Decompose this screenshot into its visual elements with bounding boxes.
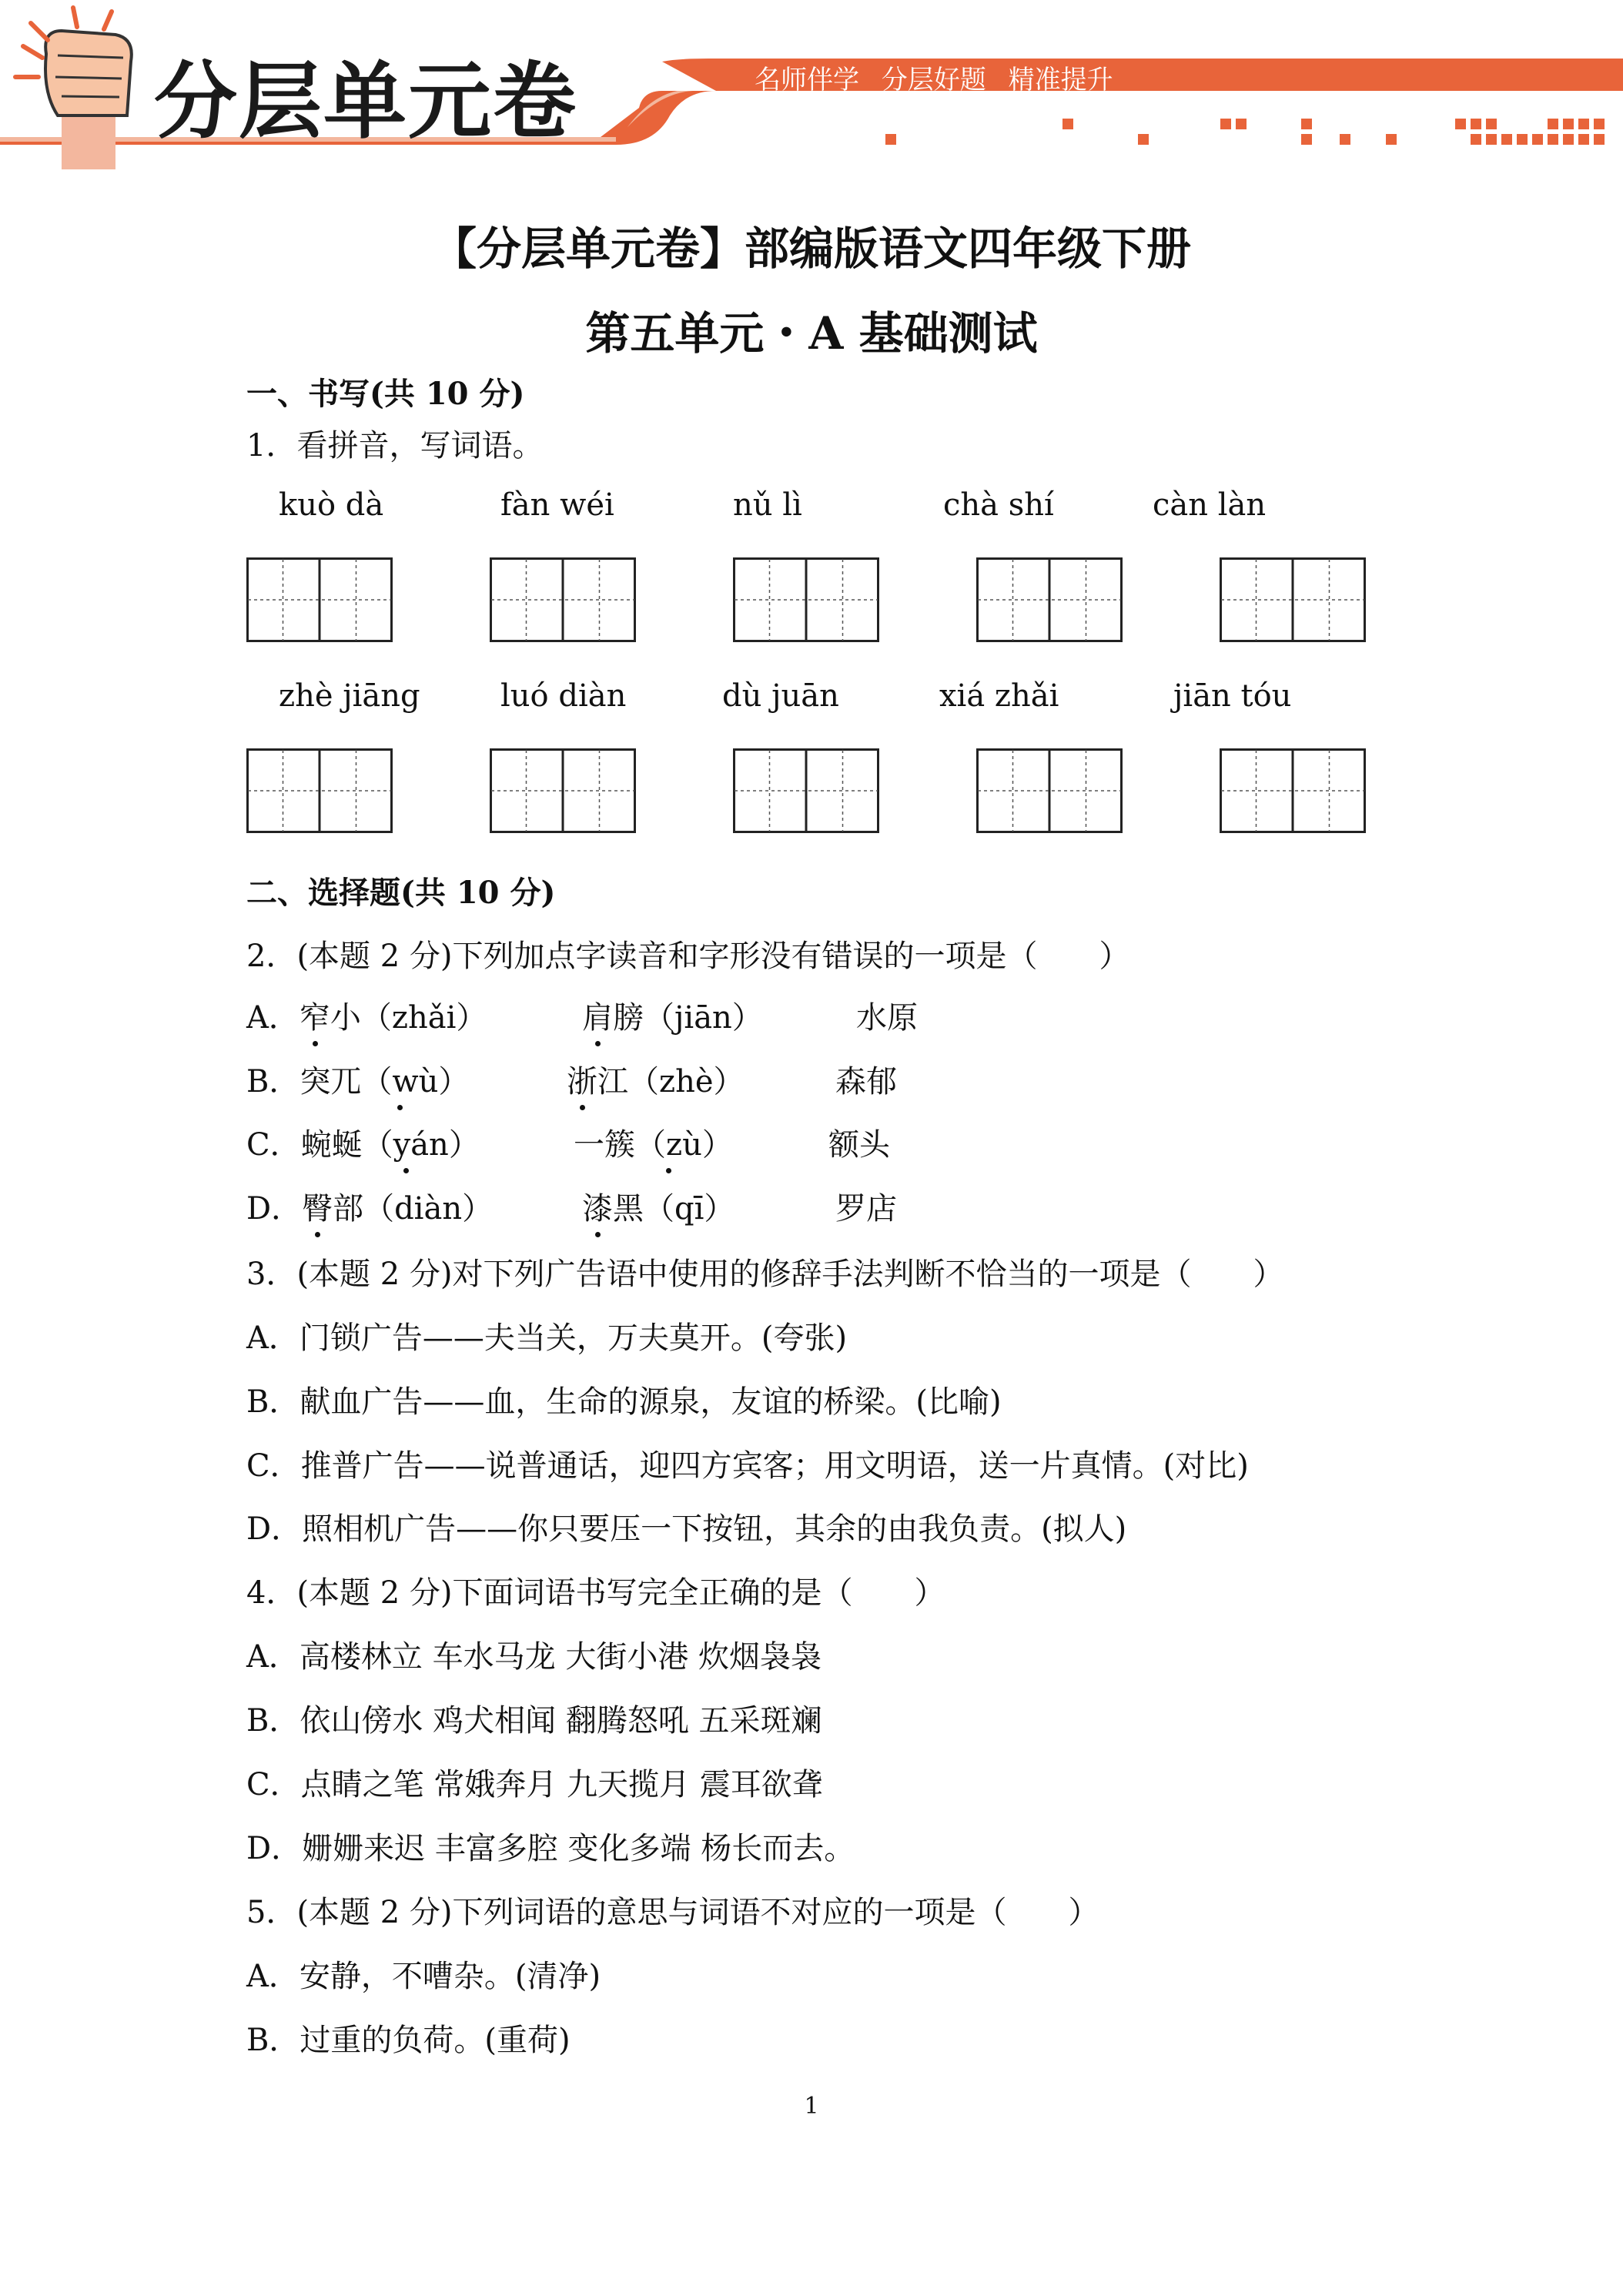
document-subtitle: 第五单元・A 基础测试: [585, 307, 1038, 360]
writing-grid[interactable]: [246, 557, 393, 642]
header-slogan: 名师伴学 分层好题 精准提升: [755, 65, 1113, 95]
q3-option-c[interactable]: C．推普广告——说普通话，迎四方宾客；用文明语，送一片真情。(对比): [246, 1448, 1249, 1484]
pinyin-label: kuò dà: [279, 487, 384, 523]
page-number: 1: [804, 2093, 819, 2120]
q4-option-b[interactable]: B．依山傍水 鸡犬相闻 翻腾怒吼 五采斑斓: [246, 1703, 822, 1739]
question-2-stem: 2．(本题 2 分)下列加点字读音和字形没有错误的一项是（ ）: [246, 939, 1130, 974]
question-5-stem: 5．(本题 2 分)下列词语的意思与词语不对应的一项是（ ）: [246, 1895, 1099, 1930]
writing-grid[interactable]: [490, 557, 636, 642]
question-4-stem: 4．(本题 2 分)下面词语书写完全正确的是（ ）: [246, 1575, 945, 1611]
q5-option-a[interactable]: A．安静，不嘈杂。(清净): [246, 1959, 601, 1994]
q4-option-d[interactable]: D．姗姗来迟 丰富多腔 变化多端 杨长而去。: [246, 1831, 855, 1866]
q2-option-a[interactable]: A．窄小（zhǎi）: [246, 993, 487, 1037]
q2-option-b-word2: 浙江（zhè）: [567, 1057, 745, 1101]
pinyin-label: nǔ lì: [733, 487, 802, 523]
pinyin-label: zhè jiāng: [279, 678, 420, 714]
pinyin-label: fàn wéi: [500, 487, 614, 523]
question-1-stem: 1．看拼音，写词语。: [246, 428, 544, 464]
pinyin-label: jiān tóu: [1173, 678, 1292, 714]
fist-icon: [15, 8, 132, 169]
writing-grid[interactable]: [976, 748, 1123, 833]
q2-option-d[interactable]: D．臀部（diàn）: [246, 1184, 493, 1228]
q2-option-a-word2: 肩膀（jiān）: [582, 993, 763, 1037]
brand-title: 分层单元卷: [154, 54, 578, 150]
q2-option-a-word3: 水原: [856, 1000, 918, 1036]
section-1-heading: 一、书写(共 10 分): [246, 376, 525, 412]
writing-grid[interactable]: [246, 748, 393, 833]
writing-grid[interactable]: [1220, 557, 1366, 642]
q2-option-b[interactable]: B．突兀（wù）: [246, 1057, 469, 1101]
q2-option-b-word3: 森郁: [835, 1064, 897, 1099]
writing-grid[interactable]: [1220, 748, 1366, 833]
pinyin-label: càn làn: [1153, 487, 1267, 523]
q2-option-c-word3: 额头: [828, 1127, 890, 1163]
writing-grid[interactable]: [733, 557, 879, 642]
q3-option-a[interactable]: A．门锁广告——夫当关，万夫莫开。(夸张): [246, 1320, 848, 1356]
q2-option-c[interactable]: C．蜿蜒（yán）: [246, 1120, 480, 1164]
pixel-decoration: [885, 119, 1605, 145]
q3-option-d[interactable]: D．照相机广告——你只要压一下按钮，其余的由我负责。(拟人): [246, 1511, 1127, 1547]
q3-option-b[interactable]: B．献血广告——血，生命的源泉，友谊的桥梁。(比喻): [246, 1384, 1002, 1420]
pinyin-label: chà shí: [943, 487, 1054, 523]
q2-option-c-word2: 一簇（zù）: [574, 1120, 733, 1164]
q2-option-d-word2: 漆黑（qī）: [582, 1184, 735, 1228]
writing-grid[interactable]: [490, 748, 636, 833]
page-header: [0, 0, 1623, 177]
q4-option-a[interactable]: A．高楼林立 车水马龙 大街小港 炊烟袅袅: [246, 1639, 822, 1675]
writing-grid[interactable]: [733, 748, 879, 833]
q5-option-b[interactable]: B．过重的负荷。(重荷): [246, 2023, 571, 2058]
section-2-heading: 二、选择题(共 10 分): [246, 875, 556, 911]
document-title: 【分层单元卷】部编版语文四年级下册: [431, 223, 1191, 275]
q4-option-c[interactable]: C．点睛之笔 常娥奔月 九天揽月 震耳欲聋: [246, 1767, 823, 1802]
writing-grid[interactable]: [976, 557, 1123, 642]
pinyin-label: luó diàn: [500, 678, 627, 714]
pinyin-label: xiá zhǎi: [939, 678, 1059, 714]
q2-option-d-word3: 罗店: [835, 1191, 897, 1227]
question-3-stem: 3．(本题 2 分)对下列广告语中使用的修辞手法判断不恰当的一项是（ ）: [246, 1257, 1284, 1292]
pinyin-label: dù juān: [722, 678, 839, 714]
